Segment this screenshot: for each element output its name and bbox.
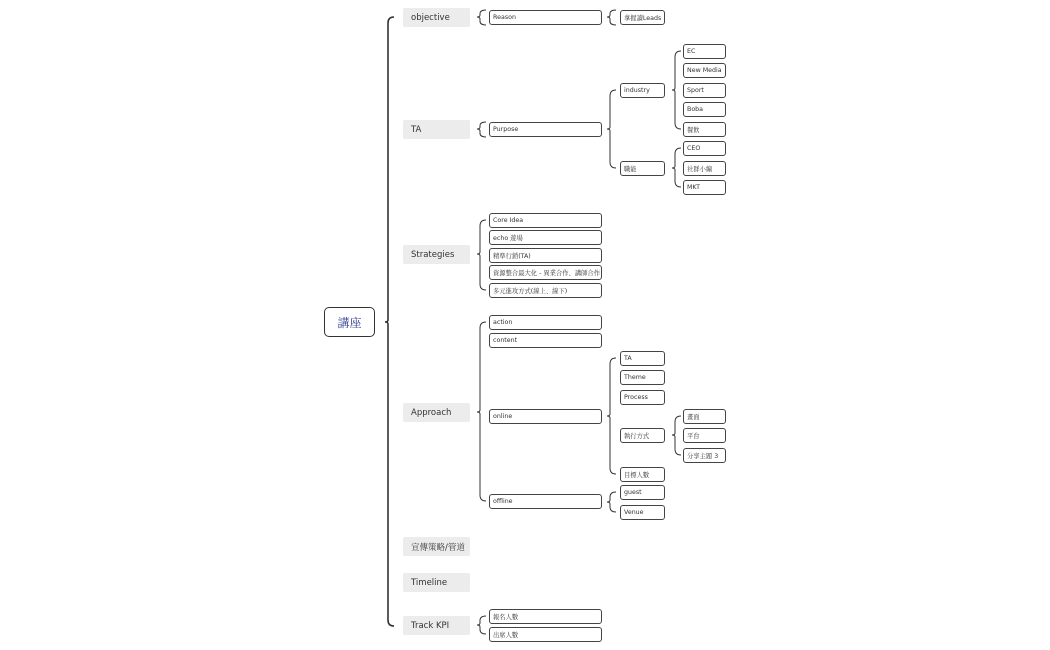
ta-brace (477, 122, 486, 137)
online-brace (607, 358, 616, 474)
node-attendance-count[interactable]: 出席人數 (489, 627, 602, 642)
node-signup-count[interactable]: 報名人數 (489, 609, 602, 624)
node-food[interactable]: 餐飲 (683, 122, 726, 137)
reason-brace (607, 10, 616, 25)
node-core-idea[interactable]: Core Idea (489, 213, 602, 228)
node-industry[interactable]: industry (620, 83, 665, 98)
node-sport[interactable]: Sport (683, 83, 726, 98)
node-target-count[interactable]: 目標人數 (620, 467, 665, 482)
node-leads[interactable]: 拿握讀Leads (620, 10, 665, 25)
node-process[interactable]: Process (620, 390, 665, 405)
node-action[interactable]: action (489, 315, 602, 330)
objective-brace (477, 10, 486, 25)
execution-brace (672, 416, 681, 455)
branch-ta[interactable]: TA (403, 120, 470, 139)
kpi-brace (477, 616, 486, 634)
branch-promotion[interactable]: 宣傳策略/管道 (403, 537, 470, 556)
node-echo[interactable]: echo 遊場 (489, 230, 602, 245)
node-ec[interactable]: EC (683, 44, 726, 59)
branch-timeline[interactable]: Timeline (403, 573, 470, 592)
strategies-brace (477, 220, 486, 290)
node-execution-method[interactable]: 執行方式 (620, 428, 665, 443)
node-venue[interactable]: Venue (620, 505, 665, 520)
branch-track-kpi[interactable]: Track KPI (403, 616, 470, 635)
industry-brace (672, 51, 681, 129)
node-community-editor[interactable]: 社群小編 (683, 161, 726, 176)
node-guest[interactable]: guest (620, 485, 665, 500)
branch-strategies[interactable]: Strategies (403, 245, 470, 264)
node-boba[interactable]: Boba (683, 102, 726, 117)
node-role[interactable]: 職能 (620, 161, 665, 176)
root-topic[interactable]: 講座 (324, 307, 375, 337)
node-platform[interactable]: 平台 (683, 428, 726, 443)
node-new-media[interactable]: New Media (683, 63, 726, 78)
node-share-topic[interactable]: 分享主題 3 (683, 448, 726, 463)
node-resource-integration[interactable]: 資源整合最大化 - 異業合作、講師合作 (489, 265, 602, 280)
purpose-brace (607, 90, 616, 168)
node-online[interactable]: online (489, 409, 602, 424)
node-theme[interactable]: Theme (620, 370, 665, 385)
node-multi-channel[interactable]: 多元進攻方式(線上、線下) (489, 283, 602, 298)
node-reason[interactable]: Reason (489, 10, 602, 25)
node-online-ta[interactable]: TA (620, 351, 665, 366)
branch-objective[interactable]: objective (403, 8, 470, 27)
root-brace (385, 17, 394, 626)
offline-brace (607, 492, 616, 512)
node-precision-marketing[interactable]: 精準行銷(TA) (489, 248, 602, 263)
node-content[interactable]: content (489, 333, 602, 348)
role-brace (672, 148, 681, 187)
branch-approach[interactable]: Approach (403, 403, 470, 422)
node-ceo[interactable]: CEO (683, 141, 726, 156)
node-screen[interactable]: 畫面 (683, 409, 726, 424)
node-purpose[interactable]: Purpose (489, 122, 602, 137)
node-offline[interactable]: offline (489, 494, 602, 509)
approach-brace (477, 322, 486, 501)
node-mkt[interactable]: MKT (683, 180, 726, 195)
